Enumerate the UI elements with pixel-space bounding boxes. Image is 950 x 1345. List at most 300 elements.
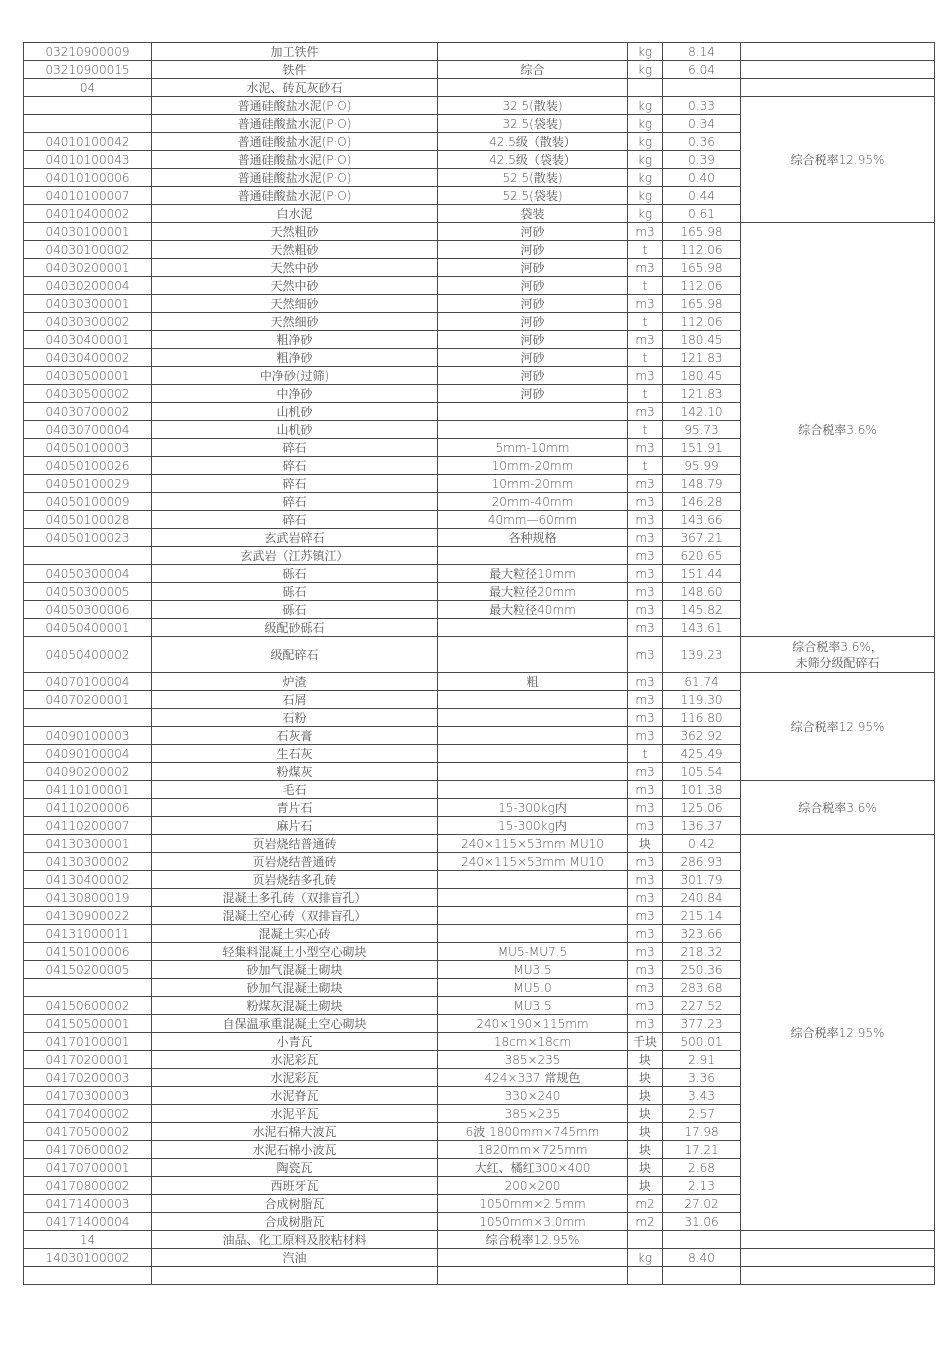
cell-spec: 240×115×53mm MU10 bbox=[438, 835, 628, 853]
cell-code: 04050300005 bbox=[24, 583, 152, 601]
cell-spec: 52.5(袋装) bbox=[438, 187, 628, 205]
cell-spec: 52.5(散装) bbox=[438, 169, 628, 187]
cell-price: 0.42 bbox=[663, 835, 741, 853]
cell-name: 级配砂砾石 bbox=[152, 619, 438, 637]
table-row bbox=[24, 79, 935, 97]
cell-price: 112.06 bbox=[663, 241, 741, 259]
cell-code: 04171400003 bbox=[24, 1195, 152, 1213]
cell-name: 水泥彩瓦 bbox=[152, 1069, 438, 1087]
table-row bbox=[24, 1267, 935, 1285]
tax-note-line: 未筛分级配碎石 bbox=[795, 655, 880, 670]
cell-code: 04050300004 bbox=[24, 565, 152, 583]
cell-name: 油品、化工原料及胶粘材料 bbox=[152, 1231, 438, 1249]
cell-price: 0.36 bbox=[663, 133, 741, 151]
cell-code: 04170700001 bbox=[24, 1159, 152, 1177]
cell-code: 04050100023 bbox=[24, 529, 152, 547]
cell-price: 17.98 bbox=[663, 1123, 741, 1141]
cell-spec: 河砂 bbox=[438, 241, 628, 259]
cell-name: 山机砂 bbox=[152, 403, 438, 421]
cell-unit: t bbox=[628, 457, 663, 475]
cell-code: 04130300001 bbox=[24, 835, 152, 853]
cell-unit: 块 bbox=[628, 1069, 663, 1087]
cell-price: 301.79 bbox=[663, 871, 741, 889]
cell-name: 级配碎石 bbox=[152, 637, 438, 673]
cell-price: 2.91 bbox=[663, 1051, 741, 1069]
cell-name: 碎石 bbox=[152, 457, 438, 475]
cell-code: 04050100028 bbox=[24, 511, 152, 529]
cell-unit: m3 bbox=[628, 943, 663, 961]
cell-code: 04030300002 bbox=[24, 313, 152, 331]
cell-price: 121.83 bbox=[663, 349, 741, 367]
cell-spec: 粗 bbox=[438, 673, 628, 691]
cell-code: 04170200003 bbox=[24, 1069, 152, 1087]
table-row bbox=[24, 673, 935, 691]
cell-spec: 河砂 bbox=[438, 349, 628, 367]
cell-price: 165.98 bbox=[663, 223, 741, 241]
cell-code: 04150200005 bbox=[24, 961, 152, 979]
cell-name: 页岩烧结多孔砖 bbox=[152, 871, 438, 889]
cell-unit: t bbox=[628, 421, 663, 439]
cell-name bbox=[152, 1267, 438, 1285]
cell-code: 03210900009 bbox=[24, 43, 152, 61]
cell-price: 105.54 bbox=[663, 763, 741, 781]
cell-code: 04 bbox=[24, 79, 152, 97]
cell-code: 04030200001 bbox=[24, 259, 152, 277]
cell-price: 180.45 bbox=[663, 331, 741, 349]
cell-unit: m3 bbox=[628, 853, 663, 871]
cell-name: 青片石 bbox=[152, 799, 438, 817]
cell-spec: 32.5(散装) bbox=[438, 97, 628, 115]
cell-unit: kg bbox=[628, 1249, 663, 1267]
cell-name: 普通硅酸盐水泥(P·O) bbox=[152, 133, 438, 151]
cell-price: 148.60 bbox=[663, 583, 741, 601]
cell-spec: 河砂 bbox=[438, 259, 628, 277]
cell-price: 286.93 bbox=[663, 853, 741, 871]
cell-code: 04030400002 bbox=[24, 349, 152, 367]
cell-code: 04010100042 bbox=[24, 133, 152, 151]
cell-spec: 最大粒径20mm bbox=[438, 583, 628, 601]
cell-name: 水泥、砖瓦灰砂石 bbox=[152, 79, 438, 97]
cell-unit bbox=[628, 1267, 663, 1285]
cell-name: 石粉 bbox=[152, 709, 438, 727]
cell-spec: MU5.0 bbox=[438, 979, 628, 997]
cell-name: 天然细砂 bbox=[152, 313, 438, 331]
cell-spec: 42.5级（散装） bbox=[438, 133, 628, 151]
cell-unit: m3 bbox=[628, 565, 663, 583]
cell-code bbox=[24, 1267, 152, 1285]
cell-price: 143.66 bbox=[663, 511, 741, 529]
cell-name: 普通硅酸盐水泥(P·O) bbox=[152, 115, 438, 133]
cell-spec: 15-300kg内 bbox=[438, 799, 628, 817]
cell-unit bbox=[628, 79, 663, 97]
cell-code: 04010400002 bbox=[24, 205, 152, 223]
cell-name: 加工铁件 bbox=[152, 43, 438, 61]
cell-name: 水泥彩瓦 bbox=[152, 1051, 438, 1069]
cell-unit: kg bbox=[628, 205, 663, 223]
table-row bbox=[24, 1249, 935, 1267]
cell-code: 04150500001 bbox=[24, 1015, 152, 1033]
cell-spec bbox=[438, 1249, 628, 1267]
cell-code: 04171400004 bbox=[24, 1213, 152, 1231]
cell-code: 04030100002 bbox=[24, 241, 152, 259]
cell-name: 粗净砂 bbox=[152, 331, 438, 349]
cell-note bbox=[741, 79, 935, 97]
cell-name: 玄武岩（江苏镇江） bbox=[152, 547, 438, 565]
cell-code bbox=[24, 97, 152, 115]
cell-price: 0.61 bbox=[663, 205, 741, 223]
cell-price: 367.21 bbox=[663, 529, 741, 547]
cell-spec: 15-300kg内 bbox=[438, 817, 628, 835]
cell-unit: kg bbox=[628, 61, 663, 79]
cell-spec: 河砂 bbox=[438, 385, 628, 403]
cell-spec: 河砂 bbox=[438, 277, 628, 295]
cell-unit: m3 bbox=[628, 727, 663, 745]
cell-unit: m3 bbox=[628, 799, 663, 817]
cell-spec: 综合税率12.95% bbox=[438, 1231, 628, 1249]
cell-price: 95.73 bbox=[663, 421, 741, 439]
cell-price: 0.40 bbox=[663, 169, 741, 187]
cell-unit: t bbox=[628, 241, 663, 259]
cell-unit: 千块 bbox=[628, 1033, 663, 1051]
cell-name: 天然中砂 bbox=[152, 277, 438, 295]
cell-spec: MU3.5 bbox=[438, 997, 628, 1015]
cell-code: 04070200001 bbox=[24, 691, 152, 709]
cell-spec bbox=[438, 871, 628, 889]
cell-name: 西班牙瓦 bbox=[152, 1177, 438, 1195]
cell-spec: 河砂 bbox=[438, 313, 628, 331]
cell-code: 04050300006 bbox=[24, 601, 152, 619]
cell-name: 碎石 bbox=[152, 439, 438, 457]
cell-spec: 10mm-20mm bbox=[438, 457, 628, 475]
cell-name: 碎石 bbox=[152, 493, 438, 511]
cell-name: 炉渣 bbox=[152, 673, 438, 691]
cell-unit: t bbox=[628, 349, 663, 367]
cell-code: 04110100001 bbox=[24, 781, 152, 799]
cell-price bbox=[663, 1267, 741, 1285]
cell-spec bbox=[438, 691, 628, 709]
cell-unit: m3 bbox=[628, 997, 663, 1015]
cell-name: 碎石 bbox=[152, 475, 438, 493]
cell-price: 362.92 bbox=[663, 727, 741, 745]
cell-unit: 块 bbox=[628, 835, 663, 853]
cell-price: 145.82 bbox=[663, 601, 741, 619]
tax-note-cement bbox=[741, 97, 935, 223]
cell-price: 227.52 bbox=[663, 997, 741, 1015]
cell-unit: m3 bbox=[628, 223, 663, 241]
cell-unit: m3 bbox=[628, 529, 663, 547]
cell-unit: m3 bbox=[628, 709, 663, 727]
cell-price: 17.21 bbox=[663, 1141, 741, 1159]
cell-note bbox=[741, 61, 935, 79]
cell-spec: 河砂 bbox=[438, 223, 628, 241]
cell-code: 04130400002 bbox=[24, 871, 152, 889]
cell-spec bbox=[438, 637, 628, 673]
cell-code: 04130800019 bbox=[24, 889, 152, 907]
cell-price: 148.79 bbox=[663, 475, 741, 493]
cell-name: 中净砂 bbox=[152, 385, 438, 403]
cell-name: 混凝土空心砖（双排盲孔） bbox=[152, 907, 438, 925]
cell-name: 白水泥 bbox=[152, 205, 438, 223]
cell-code: 04170100001 bbox=[24, 1033, 152, 1051]
cell-price: 500.01 bbox=[663, 1033, 741, 1051]
cell-spec bbox=[438, 763, 628, 781]
cell-unit: m3 bbox=[628, 763, 663, 781]
cell-name: 石屑 bbox=[152, 691, 438, 709]
cell-price: 8.40 bbox=[663, 1249, 741, 1267]
tax-note-slag-lime bbox=[741, 673, 935, 781]
table-row bbox=[24, 1231, 935, 1249]
cell-price: 95.99 bbox=[663, 457, 741, 475]
cell-code: 04030500002 bbox=[24, 385, 152, 403]
cell-code: 04170500002 bbox=[24, 1123, 152, 1141]
cell-note bbox=[741, 1249, 935, 1267]
cell-unit: kg bbox=[628, 187, 663, 205]
cell-unit: m3 bbox=[628, 907, 663, 925]
cell-price: 121.83 bbox=[663, 385, 741, 403]
cell-name: 水泥平瓦 bbox=[152, 1105, 438, 1123]
cell-price: 139.23 bbox=[663, 637, 741, 673]
cell-price: 165.98 bbox=[663, 295, 741, 313]
cell-price: 250.36 bbox=[663, 961, 741, 979]
cell-spec bbox=[438, 43, 628, 61]
cell-code: 04090100003 bbox=[24, 727, 152, 745]
cell-spec: 河砂 bbox=[438, 367, 628, 385]
cell-code: 04110200007 bbox=[24, 817, 152, 835]
cell-price: 215.14 bbox=[663, 907, 741, 925]
cell-code: 04110200006 bbox=[24, 799, 152, 817]
cell-code: 04150100006 bbox=[24, 943, 152, 961]
cell-unit: m3 bbox=[628, 547, 663, 565]
cell-spec: 42.5级（袋装） bbox=[438, 151, 628, 169]
cell-unit: kg bbox=[628, 97, 663, 115]
cell-name: 天然中砂 bbox=[152, 259, 438, 277]
cell-spec bbox=[438, 727, 628, 745]
cell-price: 180.45 bbox=[663, 367, 741, 385]
cell-spec: 1050mm×2.5mm bbox=[438, 1195, 628, 1213]
cell-spec: MU5-MU7.5 bbox=[438, 943, 628, 961]
cell-unit: m3 bbox=[628, 637, 663, 673]
cell-spec: 424×337 常规色 bbox=[438, 1069, 628, 1087]
table-body bbox=[24, 43, 935, 1285]
cell-name: 合成树脂瓦 bbox=[152, 1195, 438, 1213]
cell-note bbox=[741, 1267, 935, 1285]
cell-name: 普通硅酸盐水泥(P·O) bbox=[152, 97, 438, 115]
cell-code: 04070100004 bbox=[24, 673, 152, 691]
cell-code: 03210900015 bbox=[24, 61, 152, 79]
cell-unit: m3 bbox=[628, 601, 663, 619]
cell-spec bbox=[438, 79, 628, 97]
cell-name: 混凝土实心砖 bbox=[152, 925, 438, 943]
cell-name: 粉煤灰 bbox=[152, 763, 438, 781]
cell-name: 砂加气混凝土砌块 bbox=[152, 979, 438, 997]
cell-unit: kg bbox=[628, 169, 663, 187]
cell-unit: m3 bbox=[628, 979, 663, 997]
cell-spec: 32.5(袋装) bbox=[438, 115, 628, 133]
cell-price: 2.13 bbox=[663, 1177, 741, 1195]
cell-code: 04130900022 bbox=[24, 907, 152, 925]
cell-name: 轻集料混凝土小型空心砌块 bbox=[152, 943, 438, 961]
cell-unit: m3 bbox=[628, 511, 663, 529]
cell-spec: 330×240 bbox=[438, 1087, 628, 1105]
cell-spec: 河砂 bbox=[438, 295, 628, 313]
cell-name: 玄武岩碎石 bbox=[152, 529, 438, 547]
cell-name: 生石灰 bbox=[152, 745, 438, 763]
cell-code: 04030400001 bbox=[24, 331, 152, 349]
cell-price bbox=[663, 1231, 741, 1249]
cell-price: 2.68 bbox=[663, 1159, 741, 1177]
cell-spec: 240×190×115mm bbox=[438, 1015, 628, 1033]
cell-name: 山机砂 bbox=[152, 421, 438, 439]
cell-spec: 200×200 bbox=[438, 1177, 628, 1195]
table-row bbox=[24, 223, 935, 241]
cell-unit: m3 bbox=[628, 961, 663, 979]
cell-spec bbox=[438, 925, 628, 943]
cell-price: 283.68 bbox=[663, 979, 741, 997]
cell-spec bbox=[438, 1267, 628, 1285]
cell-spec bbox=[438, 889, 628, 907]
cell-price: 2.57 bbox=[663, 1105, 741, 1123]
cell-spec: 大红、橘红300×400 bbox=[438, 1159, 628, 1177]
cell-price: 323.66 bbox=[663, 925, 741, 943]
cell-name: 水泥石棉大波瓦 bbox=[152, 1123, 438, 1141]
cell-unit: m3 bbox=[628, 781, 663, 799]
cell-unit: t bbox=[628, 277, 663, 295]
cell-name: 砾石 bbox=[152, 565, 438, 583]
cell-spec bbox=[438, 619, 628, 637]
cell-code: 14030100002 bbox=[24, 1249, 152, 1267]
cell-unit: m2 bbox=[628, 1213, 663, 1231]
cell-price: 112.06 bbox=[663, 277, 741, 295]
table-row bbox=[24, 97, 935, 115]
cell-code: 04170600002 bbox=[24, 1141, 152, 1159]
tax-note-line: 综合税率3.6% bbox=[798, 800, 877, 815]
tax-note-graded-gravel bbox=[741, 637, 935, 673]
cell-code: 04010100006 bbox=[24, 169, 152, 187]
tax-note-line: 综合税率12.95% bbox=[790, 719, 885, 734]
cell-code: 04030700004 bbox=[24, 421, 152, 439]
cell-unit: 块 bbox=[628, 1141, 663, 1159]
cell-name: 石灰膏 bbox=[152, 727, 438, 745]
cell-unit: t bbox=[628, 745, 663, 763]
cell-spec: 1820mm×725mm bbox=[438, 1141, 628, 1159]
cell-name: 普通硅酸盐水泥(P·O) bbox=[152, 169, 438, 187]
cell-price: 425.49 bbox=[663, 745, 741, 763]
cell-unit: kg bbox=[628, 151, 663, 169]
tax-note-rubble bbox=[741, 781, 935, 835]
cell-code: 04030200004 bbox=[24, 277, 152, 295]
cell-unit: m3 bbox=[628, 295, 663, 313]
cell-spec: 18cm×18cm bbox=[438, 1033, 628, 1051]
cell-name: 普通硅酸盐水泥(P·O) bbox=[152, 187, 438, 205]
cell-price: 165.98 bbox=[663, 259, 741, 277]
cell-code: 04030700002 bbox=[24, 403, 152, 421]
cell-spec: 385×235 bbox=[438, 1105, 628, 1123]
cell-spec: 各种规格 bbox=[438, 529, 628, 547]
cell-unit: m3 bbox=[628, 817, 663, 835]
cell-name: 天然粗砂 bbox=[152, 241, 438, 259]
cell-spec bbox=[438, 709, 628, 727]
cell-price: 143.61 bbox=[663, 619, 741, 637]
cell-price: 112.06 bbox=[663, 313, 741, 331]
cell-price: 3.36 bbox=[663, 1069, 741, 1087]
cell-unit: m2 bbox=[628, 1195, 663, 1213]
cell-unit: kg bbox=[628, 133, 663, 151]
cell-name: 砾石 bbox=[152, 583, 438, 601]
cell-code: 04030100001 bbox=[24, 223, 152, 241]
cell-price: 119.30 bbox=[663, 691, 741, 709]
cell-code: 04050100003 bbox=[24, 439, 152, 457]
cell-unit bbox=[628, 1231, 663, 1249]
cell-unit: m3 bbox=[628, 1015, 663, 1033]
cell-spec: 385×235 bbox=[438, 1051, 628, 1069]
cell-unit: m3 bbox=[628, 673, 663, 691]
cell-name: 自保温承重混凝土空心砌块 bbox=[152, 1015, 438, 1033]
cell-code: 04131000011 bbox=[24, 925, 152, 943]
material-price-table bbox=[23, 42, 935, 1285]
cell-spec: 综合 bbox=[438, 61, 628, 79]
cell-name: 天然细砂 bbox=[152, 295, 438, 313]
table-row bbox=[24, 61, 935, 79]
cell-code bbox=[24, 979, 152, 997]
cell-price: 620.65 bbox=[663, 547, 741, 565]
cell-code bbox=[24, 547, 152, 565]
cell-spec bbox=[438, 403, 628, 421]
cell-unit: 块 bbox=[628, 1159, 663, 1177]
cell-unit: 块 bbox=[628, 1105, 663, 1123]
cell-spec: 240×115×53mm MU10 bbox=[438, 853, 628, 871]
cell-spec bbox=[438, 421, 628, 439]
cell-unit: t bbox=[628, 385, 663, 403]
tax-note-bricks-tiles bbox=[741, 835, 935, 1231]
cell-unit: m3 bbox=[628, 925, 663, 943]
cell-name: 陶瓷瓦 bbox=[152, 1159, 438, 1177]
cell-name: 砾石 bbox=[152, 601, 438, 619]
cell-name: 麻片石 bbox=[152, 817, 438, 835]
table-row bbox=[24, 637, 935, 673]
cell-price: 101.38 bbox=[663, 781, 741, 799]
cell-price: 31.06 bbox=[663, 1213, 741, 1231]
cell-note bbox=[741, 1231, 935, 1249]
cell-code: 04010100043 bbox=[24, 151, 152, 169]
cell-unit: t bbox=[628, 313, 663, 331]
tax-note-line: 综合税率12.95% bbox=[790, 152, 885, 167]
cell-unit: m3 bbox=[628, 367, 663, 385]
cell-spec: 40mm—60mm bbox=[438, 511, 628, 529]
cell-spec bbox=[438, 547, 628, 565]
cell-price: 0.44 bbox=[663, 187, 741, 205]
cell-name: 中净砂(过筛) bbox=[152, 367, 438, 385]
cell-unit: m3 bbox=[628, 331, 663, 349]
cell-spec: 河砂 bbox=[438, 331, 628, 349]
cell-code: 04170400002 bbox=[24, 1105, 152, 1123]
cell-name: 砂加气混凝土砌块 bbox=[152, 961, 438, 979]
cell-spec bbox=[438, 781, 628, 799]
cell-spec: 最大粒径40mm bbox=[438, 601, 628, 619]
cell-code: 04030500001 bbox=[24, 367, 152, 385]
cell-code bbox=[24, 115, 152, 133]
cell-spec: 最大粒径10mm bbox=[438, 565, 628, 583]
cell-name: 页岩烧结普通砖 bbox=[152, 835, 438, 853]
cell-code: 04170200001 bbox=[24, 1051, 152, 1069]
cell-unit: m3 bbox=[628, 691, 663, 709]
cell-name: 水泥石棉小波瓦 bbox=[152, 1141, 438, 1159]
cell-unit: 块 bbox=[628, 1051, 663, 1069]
cell-spec bbox=[438, 907, 628, 925]
cell-name: 页岩烧结普通砖 bbox=[152, 853, 438, 871]
cell-name: 混凝土多孔砖（双排盲孔） bbox=[152, 889, 438, 907]
cell-unit: kg bbox=[628, 43, 663, 61]
cell-code: 04130300002 bbox=[24, 853, 152, 871]
